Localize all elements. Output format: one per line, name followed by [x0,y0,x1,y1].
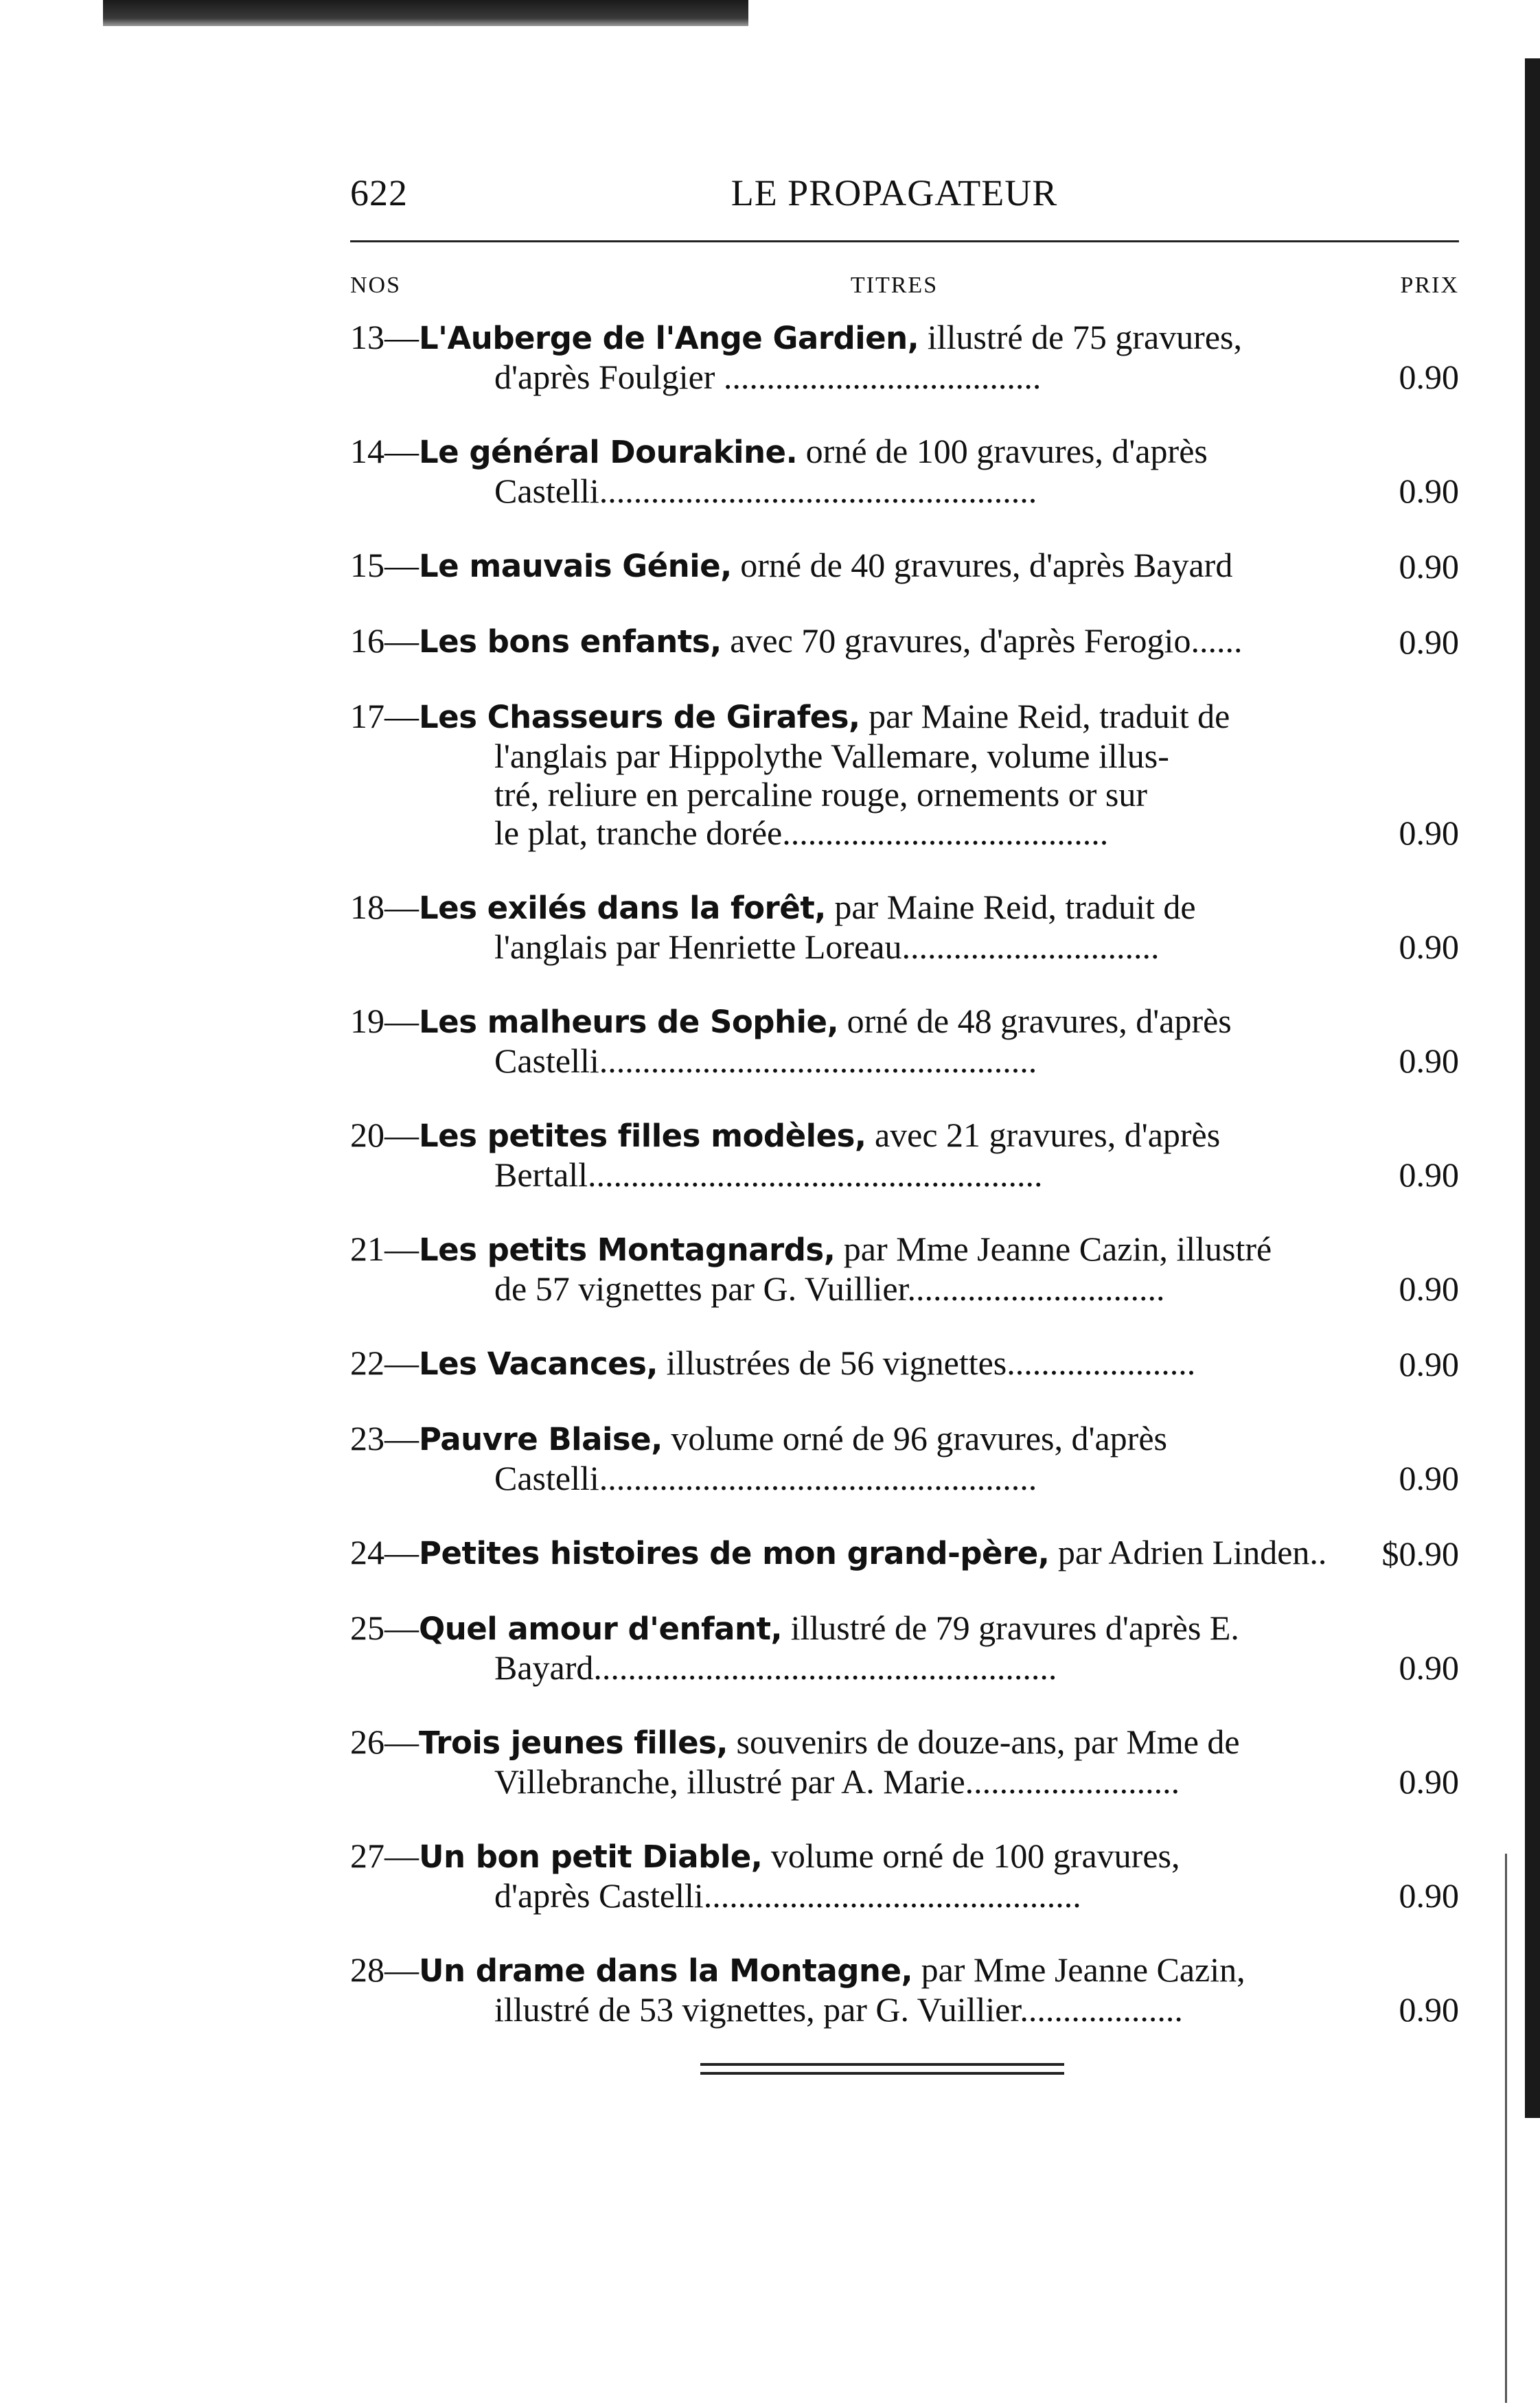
entry-continuation: de 57 vignettes par G. Vuillier.............................. [494,1269,1165,1308]
entry-number: 23— [350,1419,419,1458]
entry-continuation: tré, reliure en percaline rouge, ornements or sur [494,775,1147,814]
entry-title: Les petits Montagnards, [419,1232,836,1268]
entry-title: Les malheurs de Sophie, [419,1004,839,1040]
entry-number: 16— [350,621,419,660]
entry-price: 0.90 [1399,358,1459,396]
catalogue-entry [330,1609,1459,1687]
entry-continuation: d'après Castelli............................................ [494,1876,1081,1915]
catalogue-entry [330,1230,1459,1308]
entry-price: 0.90 [1399,1345,1459,1383]
catalogue-entry [330,432,1459,510]
journal-title: LE PROPAGATEUR [731,172,1058,214]
entry-text [330,1723,1356,1801]
entry-first-line [350,1723,1356,1762]
entry-title: L'Auberge de l'Ange Gardien, [419,320,919,356]
entry-continuation: Bayard...................................................... [494,1648,1057,1687]
entry-text [330,1609,1356,1687]
entry-text [330,546,1356,586]
column-header-prix: PRIX [1400,273,1459,298]
entry-description: par Adrien Linden.. [1049,1533,1327,1571]
entry-text [330,1950,1356,2029]
entry-title: Les exilés dans la forêt, [419,890,826,926]
entry-number: 13— [350,318,419,356]
entry-continuation: Castelli................................................... [494,1459,1037,1497]
entry-description: souvenirs de douze-ans, par Mme de [727,1723,1240,1761]
entry-description: illustré de 75 gravures, [919,318,1242,356]
entry-text [330,1533,1356,1573]
entry-text [330,1836,1356,1915]
entry-title: Pauvre Blaise, [419,1421,663,1458]
entry-continuation: l'anglais par Hippolythe Vallemare, volume illus- [494,737,1169,775]
entry-description: illustrées de 56 vignettes...................... [658,1344,1196,1382]
entry-title: Le mauvais Génie, [419,548,732,584]
catalogue-entry [330,1836,1459,1915]
entry-price: 0.90 [1399,814,1459,852]
column-header-titres: TITRES [850,273,939,298]
entry-price: 0.90 [1399,928,1459,966]
entry-title: Trois jeunes filles, [419,1725,728,1761]
entry-first-line [350,1002,1356,1041]
entry-price: 0.90 [1399,1041,1459,1080]
entry-first-line [350,1836,1356,1876]
entry-continuation: Bertall..................................................... [494,1155,1043,1194]
entry-title: Un drame dans la Montagne, [419,1953,913,1989]
entry-description: par Maine Reid, traduit de [860,697,1230,735]
entry-number: 20— [350,1116,419,1154]
entry-description: illustré de 79 gravures d'après E. [782,1609,1239,1647]
page-number: 622 [350,172,408,214]
entry-first-line [350,1609,1356,1648]
entry-description: orné de 40 gravures, d'après Bayard [731,546,1233,584]
entry-number: 15— [350,546,419,584]
catalogue-entry [330,1002,1459,1080]
entry-number: 14— [350,432,419,470]
running-head [330,165,1459,227]
entry-first-line [350,1344,1356,1383]
entry-first-line [350,1230,1356,1269]
entry-first-line [350,1419,1356,1459]
catalogue-entry [330,318,1459,396]
scan-shadow-line [1505,1854,1507,2403]
catalogue-entry [330,546,1459,586]
entry-price: 0.90 [1399,1876,1459,1915]
catalogue-entry [330,1419,1459,1497]
entry-first-line [350,621,1356,661]
entry-text [330,621,1356,661]
entry-number: 28— [350,1950,419,1989]
entry-description: avec 21 gravures, d'après [866,1116,1221,1154]
catalogue-entry [330,1344,1459,1383]
entry-title: Les bons enfants, [419,623,722,660]
entry-title: Les petites filles modèles, [419,1118,866,1154]
catalogue-entry [330,1950,1459,2029]
entry-price: 0.90 [1399,1762,1459,1801]
entry-price: 0.90 [1399,472,1459,510]
end-rule-2 [700,2072,1064,2075]
entry-continuation: Castelli................................................... [494,1041,1037,1080]
entry-price: 0.90 [1399,1648,1459,1687]
entry-description: par Maine Reid, traduit de [825,888,1196,926]
scan-shadow-top [103,0,748,26]
catalogue-entry [330,1723,1459,1801]
entry-text [330,697,1356,852]
entry-number: 17— [350,697,419,735]
entry-number: 21— [350,1230,419,1268]
column-header-nos: NOS [350,273,402,298]
end-rule-1 [700,2063,1064,2066]
entry-description: orné de 48 gravures, d'après [838,1002,1232,1040]
catalogue-entry [330,888,1459,966]
entry-description: par Mme Jeanne Cazin, illustré [835,1230,1272,1268]
entry-number: 27— [350,1836,419,1875]
entry-number: 24— [350,1533,419,1571]
entry-continuation: d'après Foulgier ..................................... [494,358,1042,396]
scan-shadow-right [1525,58,1540,2118]
entry-first-line [350,1950,1356,1990]
entry-description: par Mme Jeanne Cazin, [912,1950,1245,1989]
entry-number: 25— [350,1609,419,1647]
entry-first-line [350,318,1356,358]
page [330,165,1459,2064]
entry-first-line [350,1116,1356,1155]
entry-number: 22— [350,1344,419,1382]
entry-title: Quel amour d'enfant, [419,1611,783,1647]
entry-price: 0.90 [1399,1459,1459,1497]
entry-number: 18— [350,888,419,926]
entry-description: avec 70 gravures, d'après Ferogio...... [721,621,1243,660]
entry-text [330,432,1356,510]
catalogue-list [330,318,1459,2029]
entry-price: 0.90 [1399,1990,1459,2029]
entry-title: Les Vacances, [419,1346,658,1382]
entry-price: 0.90 [1399,623,1459,661]
entry-first-line [350,697,1356,737]
entry-price: 0.90 [1399,547,1459,586]
entry-text [330,1116,1356,1194]
header-rule [350,240,1459,242]
entry-continuation: illustré de 53 vignettes, par G. Vuillier................... [494,1990,1183,2029]
entry-continuation: Villebranche, illustré par A. Marie......................... [494,1762,1180,1801]
entry-price: $0.90 [1381,1534,1459,1573]
entry-text [330,1230,1356,1308]
entry-text [330,1002,1356,1080]
entry-text [330,888,1356,966]
entry-continuation: l'anglais par Henriette Loreau.............................. [494,928,1160,966]
entry-description: volume orné de 96 gravures, d'après [662,1419,1167,1458]
entry-text [330,1419,1356,1497]
entry-number: 19— [350,1002,419,1040]
entry-title: Le général Dourakine. [419,434,798,470]
entry-first-line [350,432,1356,472]
entry-continuation: le plat, tranche dorée...................................... [494,814,1109,852]
entry-first-line [350,1533,1356,1573]
column-headers [330,273,1459,314]
entry-first-line [350,546,1356,586]
entry-first-line [350,888,1356,928]
entry-text [330,1344,1356,1383]
entry-title: Petites histoires de mon grand-père, [419,1535,1050,1571]
catalogue-entry [330,1533,1459,1573]
entry-description: volume orné de 100 gravures, [762,1836,1180,1875]
catalogue-entry [330,697,1459,852]
catalogue-entry [330,621,1459,661]
entry-title: Les Chasseurs de Girafes, [419,699,860,735]
entry-text [330,318,1356,396]
entry-title: Un bon petit Diable, [419,1839,763,1875]
entry-price: 0.90 [1399,1269,1459,1308]
catalogue-entry [330,1116,1459,1194]
entry-number: 26— [350,1723,419,1761]
entry-description: orné de 100 gravures, d'après [797,432,1208,470]
entry-continuation: Castelli................................................... [494,472,1037,510]
entry-price: 0.90 [1399,1155,1459,1194]
